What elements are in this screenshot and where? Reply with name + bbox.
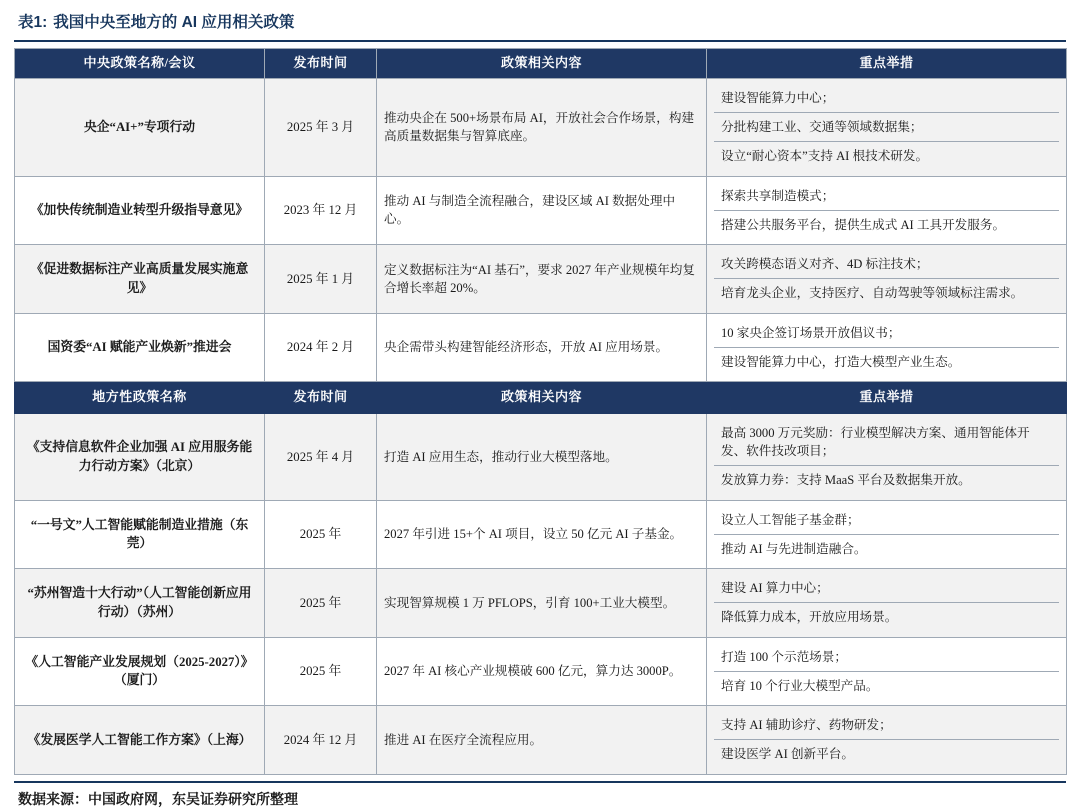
table-row [15,637,1067,706]
policy-content: 2027 年 AI 核心产业规模破 600 亿元，算力达 3000P。 [377,637,707,706]
policy-measures [707,569,1067,638]
measure-item: 发放算力券：支持 MaaS 平台及数据集开放。 [721,473,971,488]
policy-date: 2024 年 2 月 [265,313,377,382]
policy-name: 央企“AI+”专项行动 [15,78,265,176]
local-table-header [15,382,1067,414]
table-row [15,500,1067,569]
policy-date: 2025 年 3 月 [265,78,377,176]
measure-item: 支持 AI 辅助诊疗、药物研发； [714,711,1059,740]
table-caption [14,8,1066,40]
policy-date: 2025 年 [265,500,377,569]
measure-item: 分批构建工业、交通等领域数据集； [714,113,1059,142]
source-note: 数据来源：中国政府网，东吴证券研究所整理 [18,790,298,807]
policy-name: 《人工智能产业发展规划（2025-2027）》（厦门） [15,637,265,706]
caption-label: 表1: [18,14,48,31]
policy-measures [707,413,1067,500]
policy-name: “一号文”人工智能赋能制造业措施（东莞） [15,500,265,569]
column-header-measures: 重点举措 [707,382,1067,414]
central-table-header [15,49,1067,79]
table-row [15,706,1067,775]
table-row [15,78,1067,176]
table-row [15,569,1067,638]
policy-content: 打造 AI 应用生态，推动行业大模型落地。 [377,413,707,500]
measure-item: 推动 AI 与先进制造融合。 [721,541,867,556]
policy-content: 实现智算规模 1 万 PFLOPS，引育 100+工业大模型。 [377,569,707,638]
column-header-content: 政策相关内容 [377,49,707,79]
policy-date: 2025 年 [265,637,377,706]
policy-content: 推动央企在 500+场景布局 AI，开放社会合作场景，构建高质量数据集与智算底座。 [377,78,707,176]
policy-content: 央企需带头构建智能经济形态，开放 AI 应用场景。 [377,313,707,382]
policy-date: 2025 年 4 月 [265,413,377,500]
central-rows [15,78,1067,381]
measure-item: 打造 100 个示范场景； [714,643,1059,672]
policy-content: 推进 AI 在医疗全流程应用。 [377,706,707,775]
policy-content: 定义数据标注为“AI 基石”，要求 2027 年产业规模年均复合增长率超 20%。 [377,245,707,314]
policy-name: 国资委“AI 赋能产业焕新”推进会 [15,313,265,382]
measure-item: 建设 AI 算力中心； [714,574,1059,603]
caption-title: 我国中央至地方的 AI 应用相关政策 [53,14,295,31]
policy-measures [707,245,1067,314]
policy-name: 《加快传统制造业转型升级指导意见》 [15,176,265,245]
policy-measures [707,313,1067,382]
column-header-date: 发布时间 [265,49,377,79]
column-header-name: 中央政策名称/会议 [15,49,265,79]
policy-name: “苏州智造十大行动”（人工智能创新应用行动）（苏州） [15,569,265,638]
measure-item: 建设医学 AI 创新平台。 [721,747,854,762]
column-header-measures: 重点举措 [707,49,1067,79]
policy-measures [707,500,1067,569]
measure-item: 搭建公共服务平台，提供生成式 AI 工具开发服务。 [721,217,1006,232]
measure-item: 降低算力成本，开放应用场景。 [721,610,898,625]
caption-divider [14,40,1066,42]
policy-date: 2025 年 [265,569,377,638]
measure-item: 培育龙头企业，支持医疗、自动驾驶等领域标注需求。 [721,286,1024,301]
policy-date: 2025 年 1 月 [265,245,377,314]
measure-item: 培育 10 个行业大模型产品。 [721,678,879,693]
policy-table [14,48,1067,775]
column-header-content: 政策相关内容 [377,382,707,414]
policy-content: 2027 年引进 15+个 AI 项目，设立 50 亿元 AI 子基金。 [377,500,707,569]
policy-name: 《发展医学人工智能工作方案》（上海） [15,706,265,775]
table-row [15,245,1067,314]
policy-measures [707,706,1067,775]
measure-item: 设立人工智能子基金群； [714,506,1059,535]
column-header-name: 地方性政策名称 [15,382,265,414]
measure-item: 攻关跨模态语义对齐、4D 标注技术； [714,250,1059,279]
table-row [15,176,1067,245]
policy-measures [707,78,1067,176]
table-row [15,413,1067,500]
policy-measures [707,176,1067,245]
measure-item: 探索共享制造模式； [714,182,1059,211]
policy-date: 2023 年 12 月 [265,176,377,245]
local-rows [15,382,1067,775]
table-row [15,313,1067,382]
policy-measures [707,637,1067,706]
policy-name: 《促进数据标注产业高质量发展实施意见》 [15,245,265,314]
policy-content: 推动 AI 与制造全流程融合，建设区域 AI 数据处理中心。 [377,176,707,245]
measure-item: 最高 3000 万元奖励：行业模型解决方案、通用智能体开发、软件技改项目； [714,419,1059,467]
measure-item: 10 家央企签订场景开放倡议书； [714,319,1059,348]
column-header-date: 发布时间 [265,382,377,414]
measure-item: 建设智能算力中心，打造大模型产业生态。 [721,354,961,369]
policy-name: 《支持信息软件企业加强 AI 应用服务能力行动方案》（北京） [15,413,265,500]
measure-item: 建设智能算力中心； [714,84,1059,113]
measure-item: 设立“耐心资本”支持 AI 根技术研发。 [721,149,929,164]
policy-date: 2024 年 12 月 [265,706,377,775]
